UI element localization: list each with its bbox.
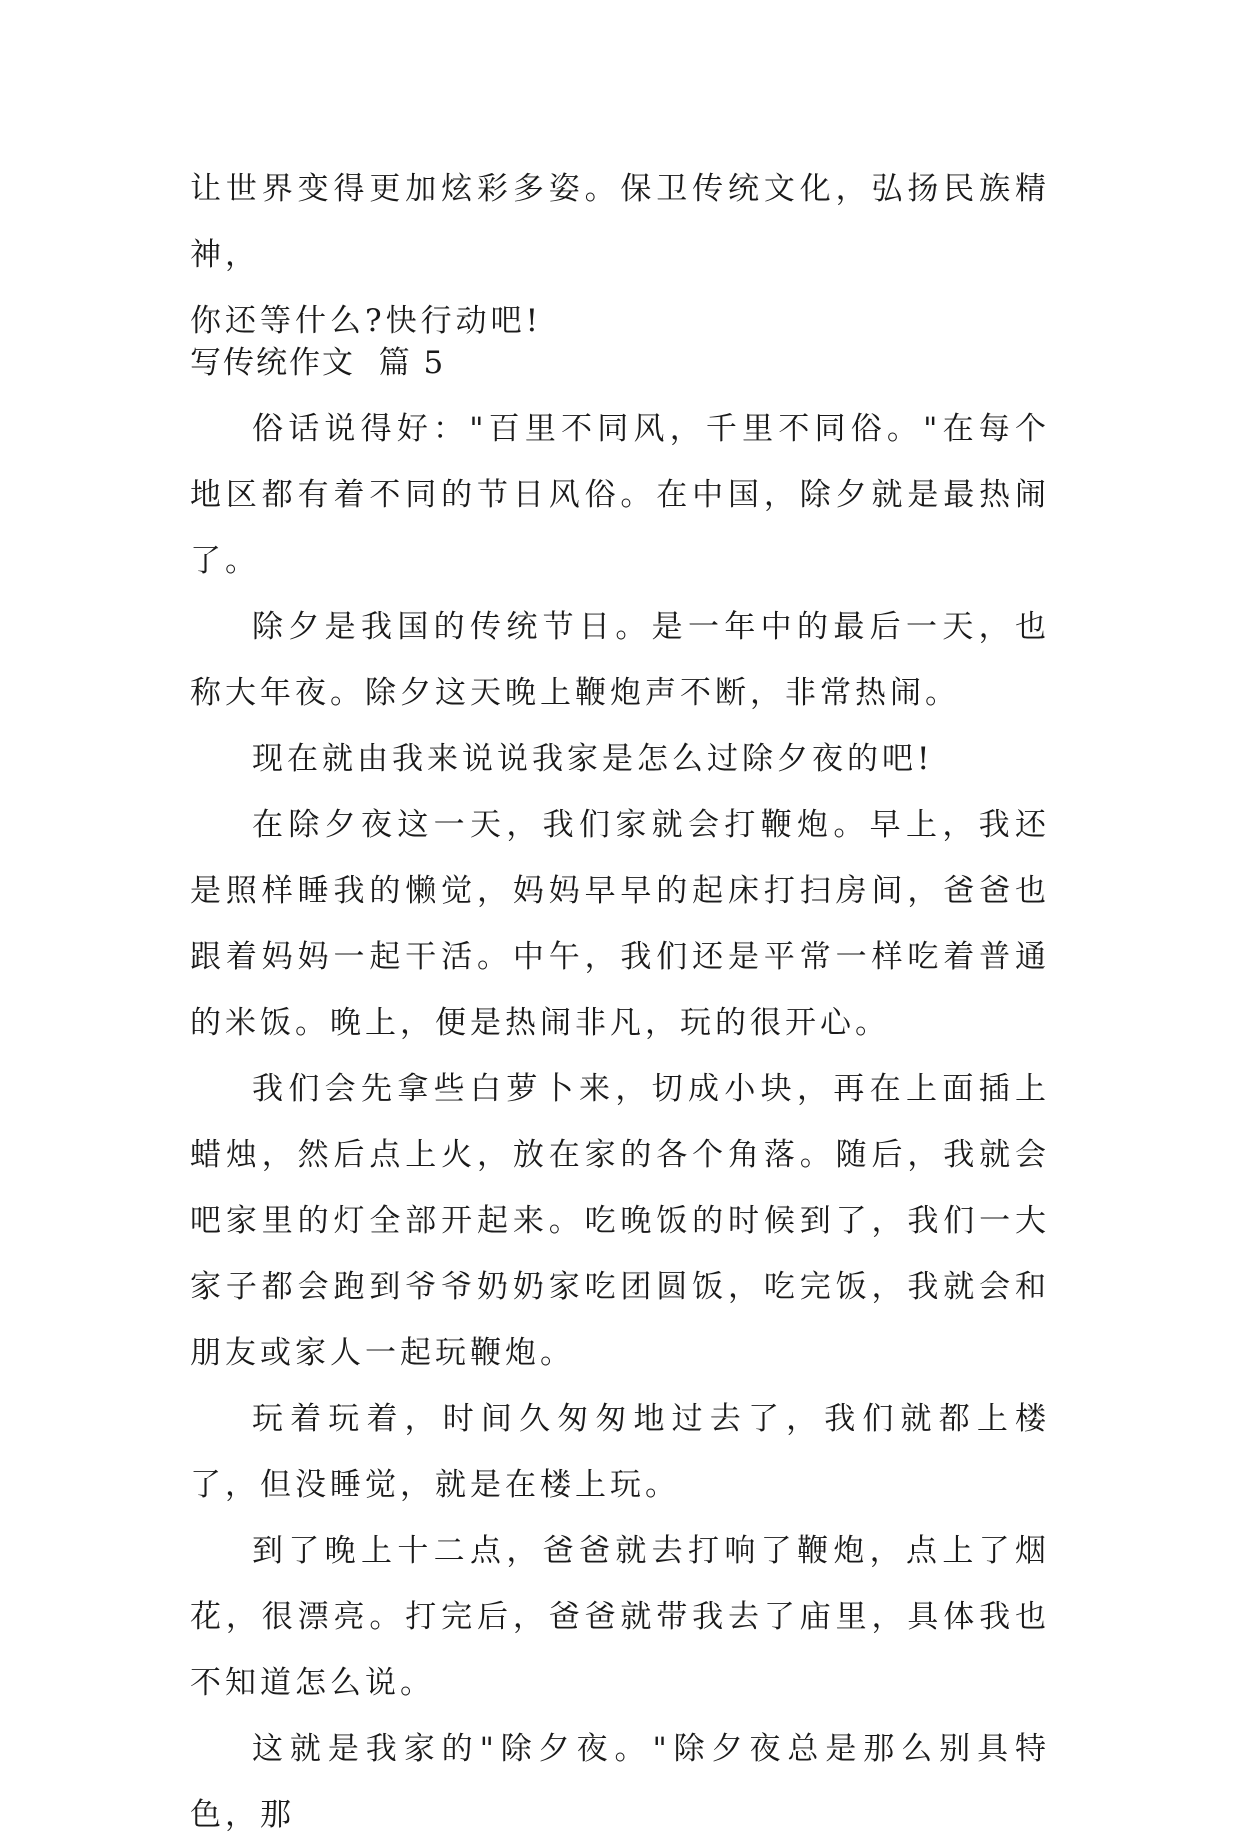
intro-line: 你还等什么?快行动吧! [190, 303, 543, 339]
paragraph: 在除夕夜这一天，我们家就会打鞭炮。早上，我还是照样睡我的懒觉，妈妈早早的起床打扫房间，爸爸也跟着妈妈一起干活。中午，我们还是平常一样吃着普通的米饭。晚上，便是热闹非凡，玩的很开心。 [190, 807, 1050, 1041]
paragraph: 这就是我家的"除夕夜。"除夕夜总是那么别具特色，那 [190, 1731, 1050, 1833]
paragraph: 到了晚上十二点，爸爸就去打响了鞭炮，点上了烟花，很漂亮。打完后，爸爸就带我去了庙里，具体我也不知道怎么说。 [190, 1533, 1050, 1701]
paragraph: 俗话说得好："百里不同风，千里不同俗。"在每个地区都有着不同的节日风俗。在中国，除夕就是最热闹了。 [190, 411, 1050, 579]
intro-line: 让世界变得更加炫彩多姿。保卫传统文化，弘扬民族精神， [190, 171, 1050, 273]
paragraph: 玩着玩着，时间久匆匆地过去了，我们就都上楼了，但没睡觉，就是在楼上玩。 [190, 1401, 1050, 1503]
essay-section [190, 330, 1050, 1848]
paragraph: 现在就由我来说说我家是怎么过除夕夜的吧! [252, 741, 934, 777]
intro-text [190, 156, 1050, 354]
paragraph: 我们会先拿些白萝卜来，切成小块，再在上面插上蜡烛，然后点上火，放在家的各个角落。随后，我就会吧家里的灯全部开起来。吃晚饭的时候到了，我们一大家子都会跑到爷爷奶奶家吃团圆饭，吃完饭，我就会和朋友或家人一起玩鞭炮。 [190, 1071, 1050, 1371]
paragraph: 除夕是我国的传统节日。是一年中的最后一天，也称大年夜。除夕这天晚上鞭炮声不断，非常热闹。 [190, 609, 1050, 711]
section-title: 写传统作文 篇 5 [190, 345, 446, 381]
